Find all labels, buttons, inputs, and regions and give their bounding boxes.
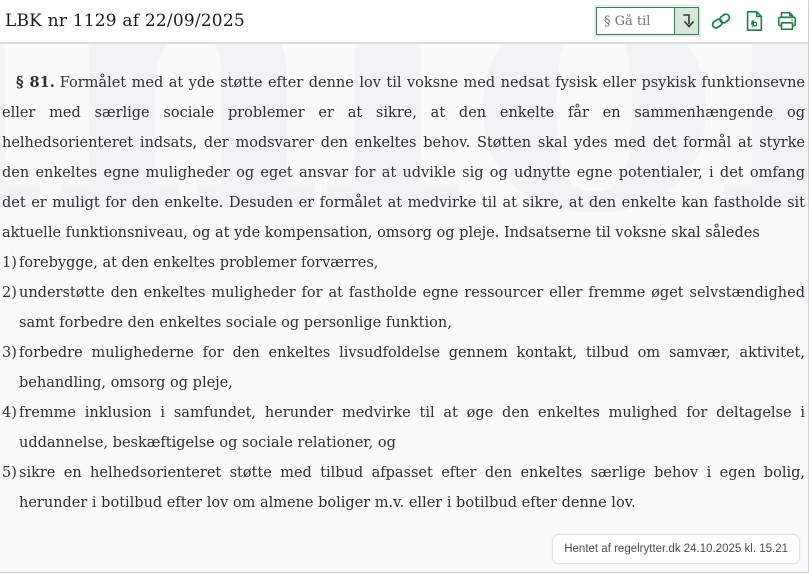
list-item-text: fremme inklusion i samfundet, herunder medvirke til at øge den enkeltes mulighed for deltagelse i uddannelse, beskæftigelse og sociale relationer, og	[19, 405, 805, 451]
document-body	[0, 44, 808, 518]
list-item	[2, 278, 805, 338]
list-item	[2, 338, 805, 398]
list-item-text: forebygge, at den enkeltes problemer forværres,	[19, 255, 379, 271]
goto-section-input[interactable]	[597, 8, 674, 34]
list-item	[2, 458, 805, 518]
page-title: LBK nr 1129 af 22/09/2025	[5, 11, 245, 31]
list-item-number: 2)	[2, 285, 17, 301]
list-item-text: sikre en helhedsorienteret støtte med tilbud afpasset efter den enkeltes særlige behov i egen bolig, herunder i botilbud efter lov om almene boliger m.v. eller i botilbud efter denne lov.	[19, 465, 805, 511]
list-item-number: 3)	[2, 345, 17, 361]
header-controls	[596, 7, 798, 35]
list-item-number: 5)	[2, 465, 17, 481]
print-button[interactable]	[776, 9, 798, 33]
list-item	[2, 398, 805, 458]
document-header	[0, 0, 808, 44]
fetched-by-badge: Hentet af regelrytter.dk 24.10.2025 kl. 15.21	[552, 534, 800, 564]
list-item-number: 1)	[2, 255, 17, 271]
list-item-number: 4)	[2, 405, 17, 421]
section-numbered-list	[2, 248, 805, 518]
copy-link-button[interactable]	[710, 9, 732, 33]
printer-icon	[776, 10, 798, 32]
pdf-file-icon	[744, 10, 764, 32]
chain-link-icon	[710, 10, 732, 32]
section-number: § 81.	[16, 74, 55, 91]
list-item	[2, 248, 805, 278]
goto-section-group	[596, 7, 699, 35]
download-pdf-button[interactable]	[743, 9, 765, 33]
section-text: Formålet med at yde støtte efter denne lov til voksne med nedsat fysisk eller psykisk funktionsevne eller med særlige sociale problemer er at sikre, at den enkelte får en sammenhængende og helhedsorienteret indsats, der modsvarer den enkeltes behov. Støtten skal ydes med det formål at styrke den enkeltes egne muligheder og eget ansvar for at udvikle sig og udnytte egne potentialer, i det omfang det er muligt for den enkelte. Desuden er formålet at medvirke til at sikre, at den enkelte kan fastholde sit aktuelle funktionsniveau, og at yde kompensation, omsorg og pleje. Indsatserne til voksne skal således	[2, 75, 806, 241]
list-item-text: understøtte den enkeltes muligheder for at fastholde egne ressourcer eller fremme øget selvstændighed samt forbedre den enkeltes sociale og personlige funktion,	[19, 285, 805, 331]
section-paragraph	[2, 68, 805, 248]
list-item-text: forbedre mulighederne for den enkeltes livsudfoldelse gennem kontakt, tilbud om samvær, aktivitet, behandling, omsorg og pleje,	[19, 345, 805, 391]
goto-submit-button[interactable]	[674, 8, 698, 34]
return-down-arrow-icon	[680, 13, 694, 29]
